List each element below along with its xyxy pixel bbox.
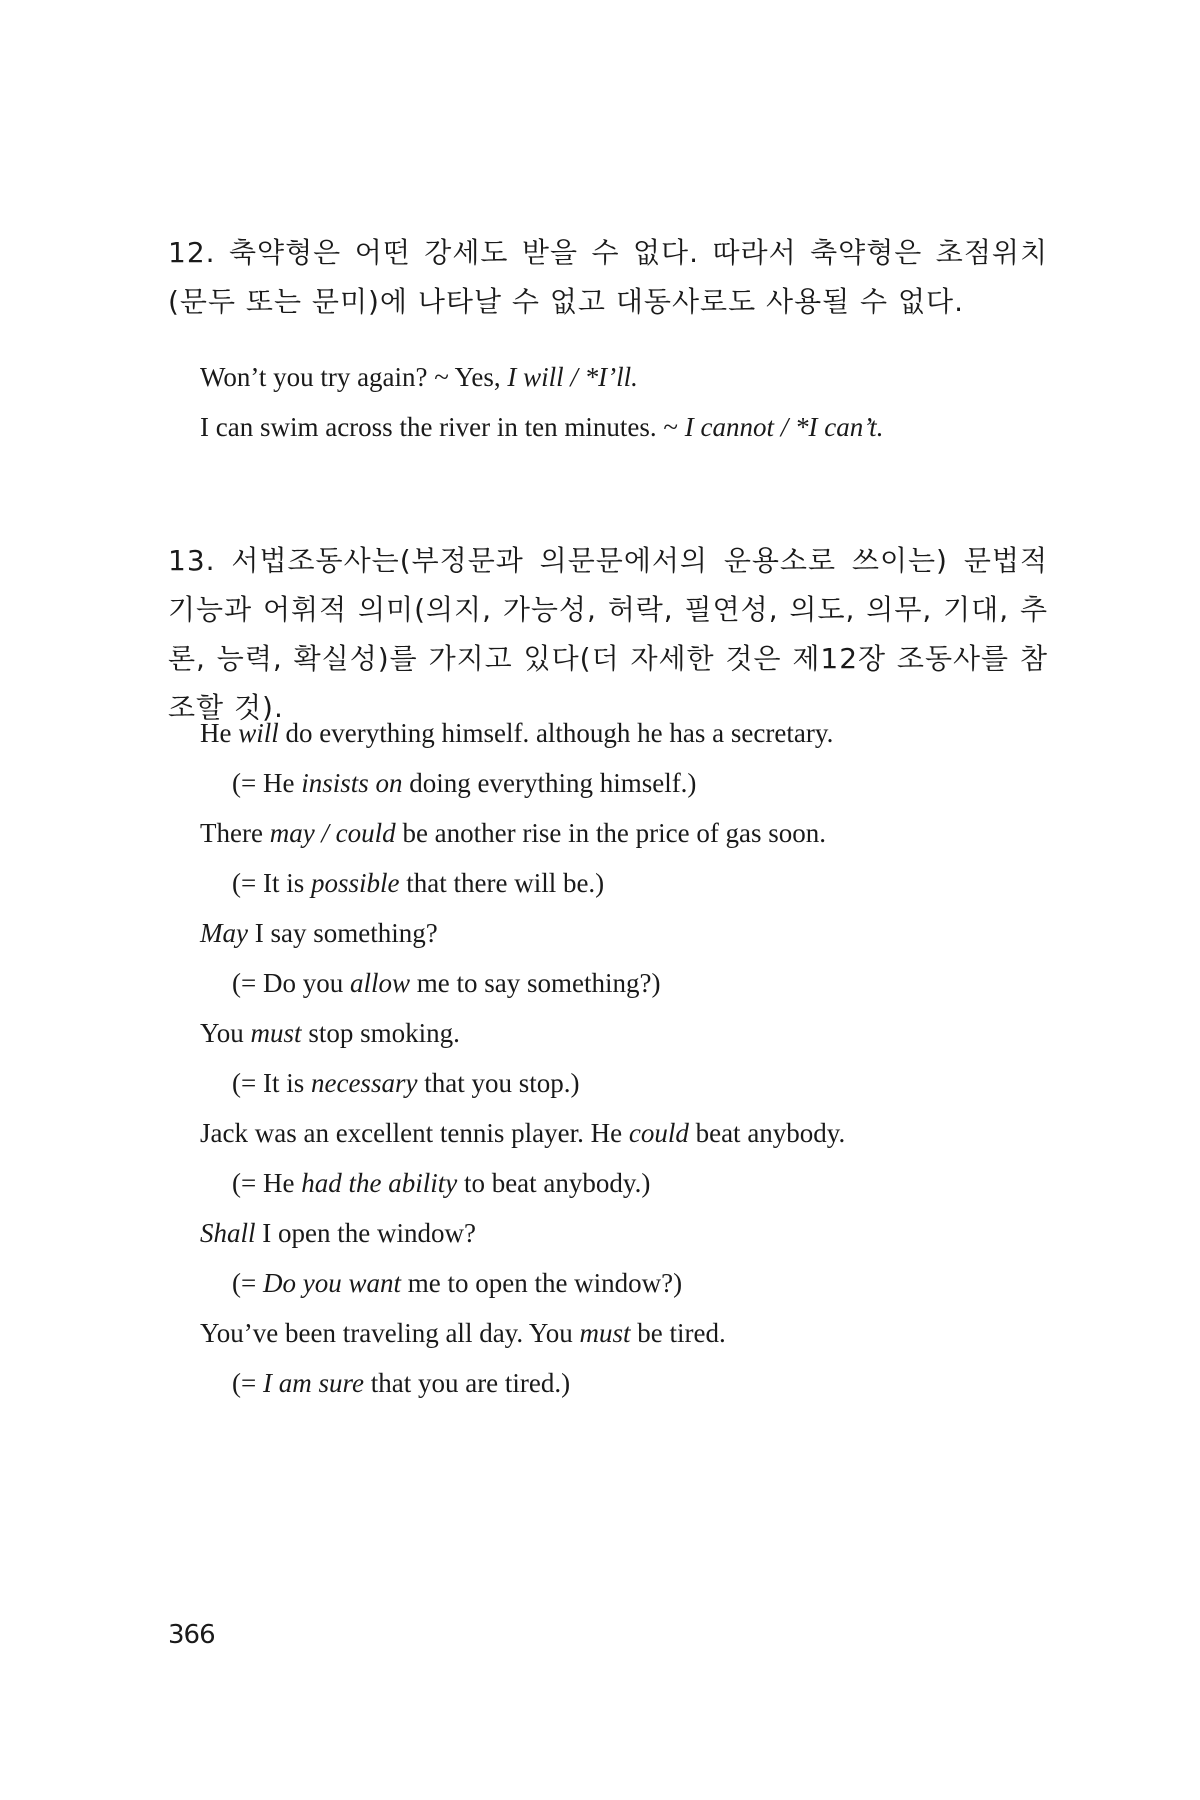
emphasized-text: insists on [301, 768, 403, 798]
page-number: 366 [168, 1620, 215, 1650]
text-run: be another rise in the price of gas soon. [395, 818, 827, 848]
text-run: beat anybody. [688, 1118, 846, 1148]
text-run: me to open the window?) [400, 1268, 683, 1298]
text-run: I say something? [247, 918, 438, 948]
text-run: I open the window? [255, 1218, 476, 1248]
emphasized-text: must [250, 1018, 302, 1048]
emphasized-text: necessary [310, 1068, 418, 1098]
text-run: (= He [232, 768, 302, 798]
text-run: stop smoking. [301, 1018, 460, 1048]
text-run: (= It is [232, 1068, 311, 1098]
emphasized-text: allow [349, 968, 410, 998]
text-run: I can swim across the river in ten minutes. ~ [200, 412, 685, 442]
example-list-12 [200, 352, 1080, 452]
text-run: You [200, 1018, 251, 1048]
text-run: that you stop.) [417, 1068, 580, 1098]
text-run: (= Do you [232, 968, 350, 998]
emphasized-text: I am sure [262, 1368, 364, 1398]
text-run: do everything himself. although he has a secretary. [278, 718, 834, 748]
example-sentence [200, 708, 1080, 758]
emphasized-text: had the ability [301, 1168, 458, 1198]
emphasized-text: Do you want [262, 1268, 401, 1298]
emphasized-text: must [579, 1318, 631, 1348]
emphasized-text: Shall [200, 1218, 256, 1248]
text-run: me to say something?) [409, 968, 661, 998]
example-paraphrase [200, 958, 1080, 1008]
example-paraphrase [200, 1258, 1080, 1308]
example-sentence [200, 352, 1080, 402]
text-run: that you are tired.) [363, 1368, 571, 1398]
example-sentence [200, 1108, 1080, 1158]
example-paraphrase [200, 1058, 1080, 1108]
text-run: There [200, 818, 270, 848]
example-sentence [200, 908, 1080, 958]
text-run: doing everything himself.) [402, 768, 697, 798]
text-run: Jack was an excellent tennis player. He [200, 1118, 629, 1148]
text-run: be tired. [630, 1318, 726, 1348]
text-run: Won’t you try again? ~ Yes, [200, 362, 508, 392]
emphasized-text: will [238, 718, 279, 748]
emphasized-text: I will / *I’ll. [507, 362, 638, 392]
emphasized-text: possible [310, 868, 400, 898]
example-paraphrase [200, 858, 1080, 908]
example-sentence [200, 1208, 1080, 1258]
example-paraphrase [200, 1358, 1080, 1408]
text-run: (= It is [232, 868, 311, 898]
example-list-13 [200, 708, 1080, 1408]
emphasized-text: I cannot / *I can’t. [684, 412, 884, 442]
text-run: You’ve been traveling all day. You [200, 1318, 580, 1348]
emphasized-text: May [200, 918, 248, 948]
emphasized-text: could [628, 1118, 689, 1148]
text-run: (= [232, 1268, 263, 1298]
rule-paragraph-12: 12. 축약형은 어떤 강세도 받을 수 없다. 따라서 축약형은 초점위치 (문두 또는 문미)에 나타날 수 없고 대동사로도 사용될 수 없다. [168, 236, 1048, 318]
example-sentence [200, 402, 1080, 452]
text-run: to beat anybody.) [457, 1168, 651, 1198]
emphasized-text: may / could [269, 818, 396, 848]
example-sentence [200, 1008, 1080, 1058]
example-sentence [200, 1308, 1080, 1358]
text-run: (= He [232, 1168, 302, 1198]
rule-paragraph-13: 13. 서법조동사는(부정문과 의문문에서의 운용소로 쓰이는) 문법적 기능과 어휘적 의미(의지, 가능성, 허락, 필연성, 의도, 의무, 기대, 추론, 능력, 확실성)를 가지고 있다(더 자세한 것은 제12장 조동사를 참조할 것). [168, 544, 1048, 724]
example-sentence [200, 808, 1080, 858]
text-run: that there will be.) [399, 868, 605, 898]
text-run: He [200, 718, 239, 748]
example-paraphrase [200, 758, 1080, 808]
example-paraphrase [200, 1158, 1080, 1208]
text-run: (= [232, 1368, 263, 1398]
